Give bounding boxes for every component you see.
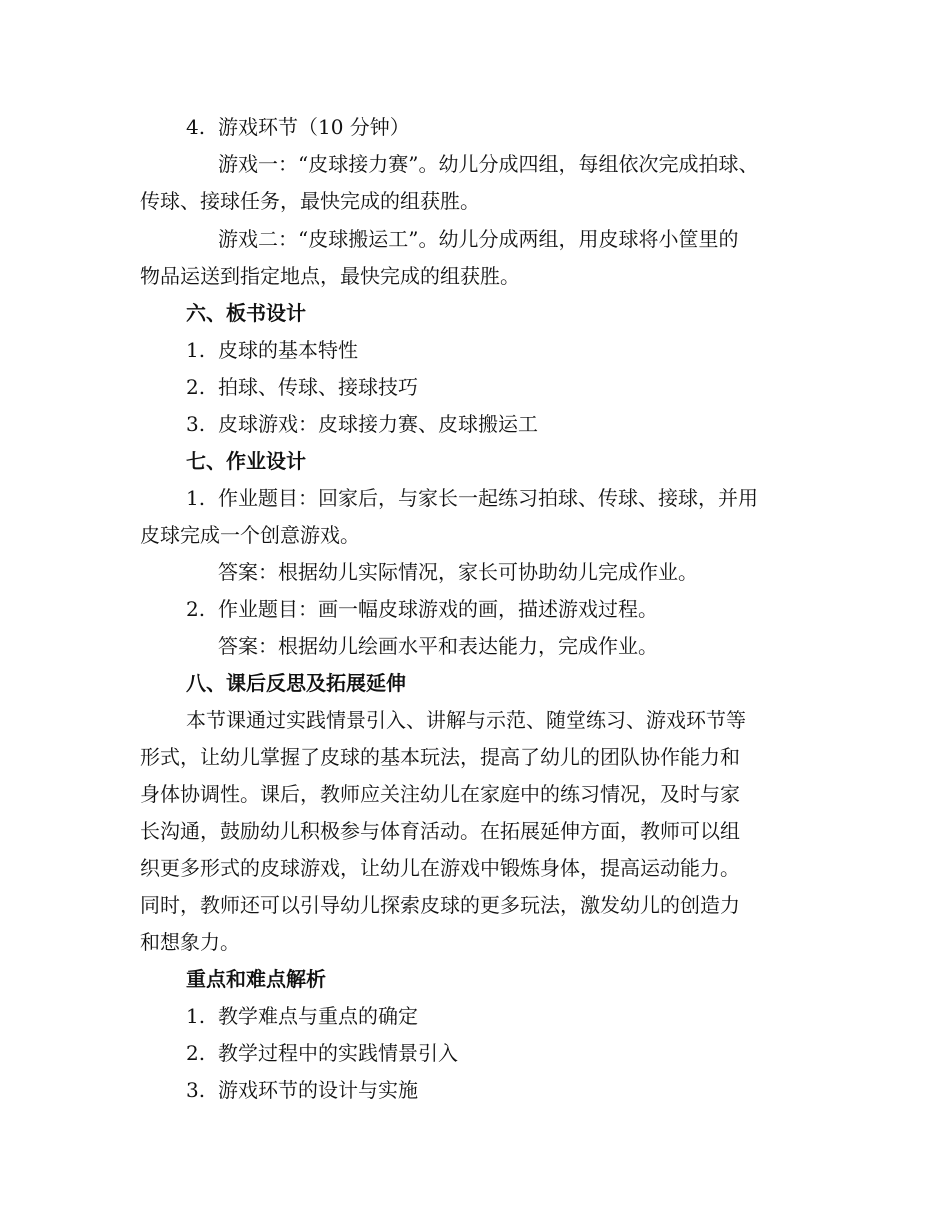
list-item bbox=[186, 410, 538, 438]
section-heading: 重点和难点解析 bbox=[186, 967, 326, 991]
list-number: 1. bbox=[186, 338, 206, 362]
paragraph-line: 皮球完成一个创意游戏。 bbox=[140, 523, 360, 547]
list-text: 拍球、传球、接球技巧 bbox=[218, 375, 418, 399]
list-number: 3. bbox=[186, 412, 206, 436]
list-text: 游戏环节的设计与实施 bbox=[218, 1078, 418, 1102]
list-number: 1. bbox=[186, 486, 206, 510]
section-heading: 八、课后反思及拓展延伸 bbox=[186, 671, 406, 695]
list-text: 游戏环节（10 分钟） bbox=[218, 115, 410, 139]
list-text: 作业题目：回家后，与家长一起练习拍球、传球、接球，并用 bbox=[218, 486, 758, 510]
paragraph-line: 游戏二：“皮球搬运工”。幼儿分成两组，用皮球将小筐里的 bbox=[218, 227, 739, 251]
paragraph-line: 本节课通过实践情景引入、讲解与示范、随堂练习、游戏环节等 bbox=[186, 708, 746, 732]
paragraph-line: 长沟通，鼓励幼儿积极参与体育活动。在拓展延伸方面，教师可以组 bbox=[140, 819, 740, 843]
list-item bbox=[186, 373, 418, 401]
answer-line: 答案：根据幼儿实际情况，家长可协助幼儿完成作业。 bbox=[218, 560, 698, 584]
list-item bbox=[186, 336, 358, 364]
section-heading: 六、板书设计 bbox=[186, 301, 306, 325]
paragraph-line: 物品运送到指定地点，最快完成的组获胜。 bbox=[140, 264, 520, 288]
list-text: 教学过程中的实践情景引入 bbox=[218, 1041, 458, 1065]
list-text: 教学难点与重点的确定 bbox=[218, 1004, 418, 1028]
answer-line: 答案：根据幼儿绘画水平和表达能力，完成作业。 bbox=[218, 634, 658, 658]
list-item bbox=[186, 1076, 418, 1104]
list-text: 作业题目：画一幅皮球游戏的画，描述游戏过程。 bbox=[218, 597, 658, 621]
list-item bbox=[186, 595, 658, 623]
paragraph-line: 织更多形式的皮球游戏，让幼儿在游戏中锻炼身体，提高运动能力。 bbox=[140, 856, 740, 880]
paragraph-line: 同时，教师还可以引导幼儿探索皮球的更多玩法，激发幼儿的创造力 bbox=[140, 893, 740, 917]
list-number: 2. bbox=[186, 597, 206, 621]
paragraph-line: 身体协调性。课后，教师应关注幼儿在家庭中的练习情况，及时与家 bbox=[140, 782, 740, 806]
paragraph-line: 和想象力。 bbox=[140, 930, 240, 954]
list-number: 4. bbox=[186, 115, 206, 139]
paragraph-line: 形式，让幼儿掌握了皮球的基本玩法，提高了幼儿的团队协作能力和 bbox=[140, 745, 740, 769]
list-number: 2. bbox=[186, 1041, 206, 1065]
game-section-heading bbox=[186, 113, 410, 141]
list-item bbox=[186, 1002, 418, 1030]
paragraph-line: 游戏一：“皮球接力赛”。幼儿分成四组，每组依次完成拍球、 bbox=[218, 152, 759, 176]
list-number: 1. bbox=[186, 1004, 206, 1028]
list-text: 皮球的基本特性 bbox=[218, 338, 358, 362]
list-item bbox=[186, 1039, 458, 1067]
paragraph-line: 传球、接球任务，最快完成的组获胜。 bbox=[140, 189, 480, 213]
list-text: 皮球游戏：皮球接力赛、皮球搬运工 bbox=[218, 412, 538, 436]
list-number: 2. bbox=[186, 375, 206, 399]
section-heading: 七、作业设计 bbox=[186, 449, 306, 473]
list-number: 3. bbox=[186, 1078, 206, 1102]
list-item bbox=[186, 484, 758, 512]
